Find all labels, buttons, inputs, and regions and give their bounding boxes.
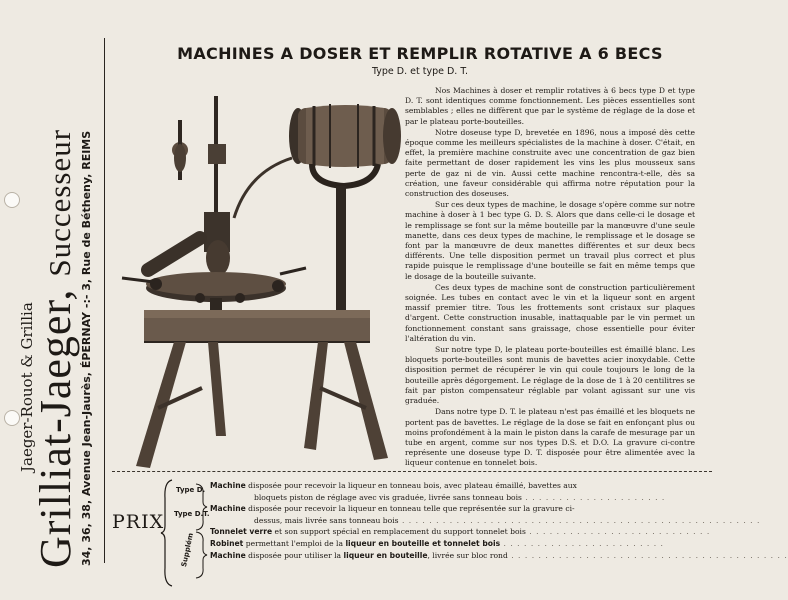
address-city: ÉPERNAY — [80, 311, 93, 369]
supplement-brace — [194, 530, 208, 580]
type-d-label: Type D. — [176, 486, 206, 494]
price-line — [210, 526, 716, 538]
prix-label: PRIX — [112, 511, 165, 533]
company-name: Grilliat-Jaeger, — [31, 288, 80, 568]
barrel-stand — [336, 186, 346, 328]
price-line-text: bloquets piston de réglage avec vis graduée, livrée sans tonneau bois — [254, 492, 522, 502]
address-suffix: -:- 3, Rue de Bétheny, — [80, 173, 93, 309]
type-brace — [194, 482, 208, 532]
paragraph: Notre doseuse type D, brevetée en 1896, nous a imposé dès cette époque comme les meilleurs spécialistes de la machine à doser. C'était, en effet, la première machine construite avec une concentration de gaz bien faite permettant de doser rapidement les vins les plus mousseux sans perte de gaz ni de vin. Aussi cette machine rencontra-t-elle, dès sa création, une faveur considérable qui affirma notre réputation pour la construction des doseuses. — [405, 127, 695, 199]
price-line-lead: Machine — [210, 550, 246, 560]
price-line — [210, 480, 716, 492]
price-line — [210, 492, 716, 504]
machine-illustration — [108, 88, 400, 472]
type-dt-label: Type D.T. — [174, 510, 210, 518]
leader-dots: . . . . . . . . . . . . . . . . . . . . . . . . — [500, 538, 664, 548]
successor-label: Successeur — [42, 128, 77, 277]
description-text — [405, 86, 695, 470]
price-line-lead: Machine — [210, 481, 246, 490]
leader-dots: . . . . . . . . . . . . . . . . . . . . . — [521, 492, 666, 502]
price-line-text: disposée pour recevoir la liqueur en tonneau telle que représentée sur la gravure ci- — [245, 504, 575, 514]
price-line-text: disposée pour utiliser la — [245, 550, 344, 560]
paragraph: Nos Machines à doser et remplir rotatives à 6 becs type D et type D. T. sont identiques comme fonctionnement. Les pièces essentielles sont semblables ; elles ne diffèrent que par le système de réglage de la dose et par le plateau porte-bouteilles. — [405, 86, 695, 126]
paragraph: Dans notre type D. T. le plateau n'est pas émaillé et les bloquets ne portent pas de bavettes. Le réglage de la dose se fait en enfonçant plus ou moins profondément à la main le piston dans la carafe de mesurage par un tube en argent, comme sur nos types D.S. et D.O. La gravure ci-contre représente une doseuse type D. T. disposée pour être alimentée avec la liqueur contenue en tonnelet bois. — [405, 407, 695, 468]
price-line-text: disposée pour recevoir la liqueur en tonneau bois, avec plateau émaillé, bavettes aux — [245, 481, 577, 490]
page-title: MACHINES A DOSER ET REMPLIR ROTATIVE A 6 BECS — [177, 44, 663, 63]
price-line-lead: Machine — [210, 504, 246, 514]
address-city2: REIMS — [80, 130, 93, 170]
leader-dots: . . . . . . . . . . . . . . . . . . . . . . . . . . . — [525, 527, 711, 537]
predecessor-name: Jaeger-Rouot & Grillia — [18, 302, 36, 472]
leader-dots: . . . . . . . . . . . . . . . . . . . . . . . . . . . . . . . . . . . . . . . . . — [507, 550, 788, 560]
price-line — [210, 550, 788, 562]
sidebar-divider — [104, 38, 105, 563]
prix-divider — [112, 471, 712, 472]
company-address — [80, 131, 93, 566]
price-line — [210, 538, 716, 550]
paragraph: Ces deux types de machine sont de construction particulièrement soignée. Les tubes en contact avec le vin et la liqueur sont en argent massif premier titre. Tous les frottements sont cristaux sur plaques d'argent. Cette construction inusable, inattaquable par le vin permet un fonctionnement constant sans graissage, chose essentielle pour éviter l'altération du vin. — [405, 282, 695, 343]
barrel-drawing — [234, 104, 401, 218]
leader-dots: . . . . . . . . . . . . . . . . . . . . . . . . . . . . . . . . . . . . . . . . . . . . . . . . . . . . . — [398, 515, 761, 525]
price-line-tail: , livrée sur bloc rond — [427, 550, 508, 560]
supplement-label: Supplém — [180, 532, 195, 568]
price-line-text: dessus, mais livrée sans tonneau bois — [254, 515, 399, 525]
price-line-strong: liqueur en bouteille — [343, 550, 428, 560]
machine-column — [148, 96, 230, 276]
price-line-text: et son support spécial en remplacement du support tonnelet bois — [272, 527, 526, 537]
price-line-text: permettant l'emploi de la — [243, 538, 346, 548]
price-line — [210, 503, 716, 515]
price-line-strong: liqueur en bouteille et tonnelet bois — [345, 538, 501, 548]
paragraph: Sur notre type D, le plateau porte-bouteilles est émaillé blanc. Les bloquets porte-bouteilles sont munis de bavettes acier inoxydable. Cette disposition permet de récupérer le vin qui coule toujours le long de la bouteille après dégorgement. Le réglage de la dose de 1 à 20 centilitres se fait par piston compensateur réglable par volant agissant sur une vis graduée. — [405, 345, 695, 406]
price-line-lead: Tonnelet verre — [210, 527, 273, 537]
address-prefix: 34, 36, 38, Avenue Jean-Jaurès, — [80, 372, 93, 566]
wooden-table — [136, 310, 388, 468]
prix-brace — [160, 478, 174, 588]
page-subtitle: Type D. et type D. T. — [371, 66, 469, 77]
company-sidebar — [4, 0, 102, 600]
paragraph: Sur ces deux types de machine, le dosage s'opère comme sur notre machine à doser à 1 bec type G. D. S. Alors que dans celle-ci le dosage et le remplissage se font sur la même bouteille par la manœuvre d'une seule manette, dans ces deux types de machine, le remplissage et le dosage se font par la manœuvre de deux manettes différentes et sur deux becs différents. Une telle disposition permet un travail plus correct et plus rapide puisque le remplissage d'une bouteille se fait en même temps que le dosage de la bouteille suivante. — [405, 200, 695, 281]
price-line — [210, 515, 761, 527]
company-name-line — [30, 129, 81, 568]
price-line-lead: Robinet — [210, 538, 244, 548]
price-list — [210, 480, 788, 561]
